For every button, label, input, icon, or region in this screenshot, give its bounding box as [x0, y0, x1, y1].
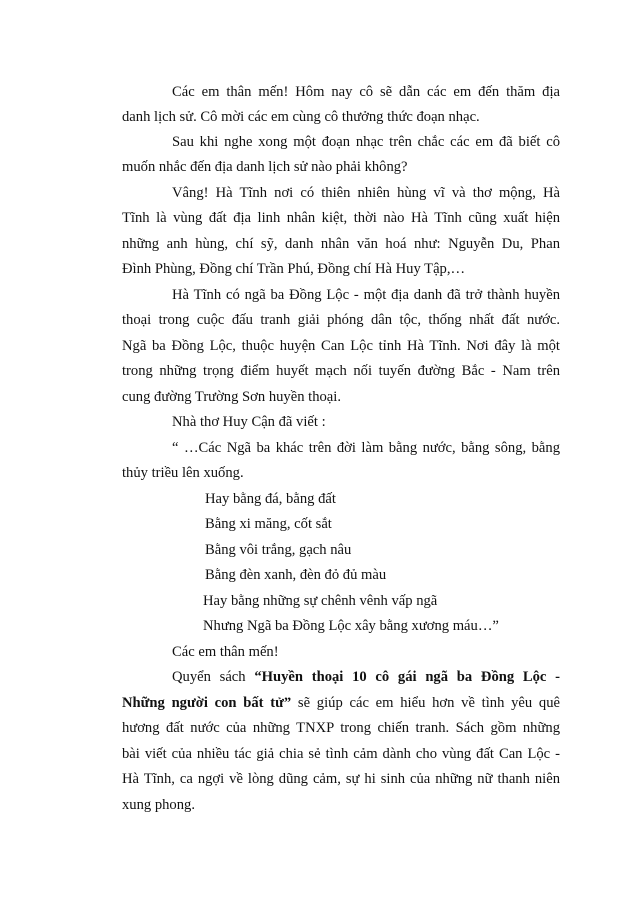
paragraph-line: những anh hùng, chí sỹ, danh nhân văn hoá như: Nguyễn Du, Phan	[122, 236, 560, 252]
greeting-line: Các em thân mến!	[172, 644, 279, 660]
paragraph-line: Hà Tĩnh có ngã ba Đồng Lộc - một địa danh đã trở thành huyền	[172, 287, 560, 303]
book-title-part: “Huyền thoại 10 cô gái ngã ba Đồng Lộc -	[254, 669, 561, 685]
book-title-part: Những người con bất tử”	[122, 695, 292, 711]
poem-line: Bằng xi măng, cốt sắt	[205, 516, 332, 532]
quote-line: “ …Các Ngã ba khác trên đời làm bằng nước, bằng sông, bằng	[172, 440, 560, 456]
poem-line: Bằng đèn xanh, đèn đỏ đủ màu	[205, 567, 387, 583]
paragraph-line: Ngã ba Đồng Lộc, thuộc huyện Can Lộc tỉnh Hà Tĩnh. Nơi đây là một	[122, 338, 560, 354]
paragraph-line: Tĩnh là vùng đất địa linh nhân kiệt, thời nào Hà Tĩnh cũng xuất hiện	[122, 210, 560, 226]
book-intro-line	[172, 667, 560, 687]
paragraph-line: xung phong.	[122, 797, 195, 813]
paragraph-line: Vâng! Hà Tĩnh nơi có thiên nhiên hùng vĩ và thơ mộng, Hà	[172, 185, 560, 201]
paragraph-line: Hà Tĩnh, ca ngợi về lòng dũng cảm, sự hi sinh của những nữ thanh niên	[122, 771, 560, 787]
paragraph-line: bài viết của nhiều tác giả chia sẻ tình cảm dành cho vùng đất Can Lộc -	[122, 746, 560, 762]
paragraph-line: Nhà thơ Huy Cận đã viết :	[172, 414, 326, 430]
poem-line: Nhưng Ngã ba Đồng Lộc xây bằng xương máu…”	[203, 618, 499, 634]
paragraph-line: danh lịch sử. Cô mời các em cùng cô thưởng thức đoạn nhạc.	[122, 109, 480, 125]
poem-line: Bằng vôi trắng, gạch nâu	[205, 542, 352, 558]
book-description-part: sẽ giúp các em hiểu hơn về tình yêu quê	[291, 695, 560, 711]
book-title-line	[122, 693, 560, 713]
paragraph-line: cung đường Trường Sơn huyền thoại.	[122, 389, 341, 405]
paragraph-line: thoại trong cuộc đấu tranh giải phóng dân tộc, thống nhất đất nước.	[122, 312, 560, 328]
book-intro-prefix: Quyển sách	[172, 669, 255, 685]
quote-line: thủy triều lên xuống.	[122, 465, 244, 481]
paragraph-line: trong những trọng điểm huyết mạch nối tuyến đường Bắc - Nam trên	[122, 363, 560, 379]
paragraph-line: hương đất nước của những TNXP trong chiến tranh. Sách gồm những	[122, 720, 560, 736]
paragraph-line: Sau khi nghe xong một đoạn nhạc trên chắc các em đã biết cô	[172, 134, 560, 150]
paragraph-line: Các em thân mến! Hôm nay cô sẽ dẫn các em đến thăm địa	[172, 84, 560, 100]
paragraph-line: Đình Phùng, Đồng chí Trần Phú, Đồng chí Hà Huy Tập,…	[122, 261, 466, 277]
poem-line: Hay bằng đá, bằng đất	[205, 491, 336, 507]
poem-line: Hay bằng những sự chênh vênh vấp ngã	[203, 593, 438, 609]
paragraph-line: muốn nhắc đến địa danh lịch sử nào phải không?	[122, 159, 408, 175]
